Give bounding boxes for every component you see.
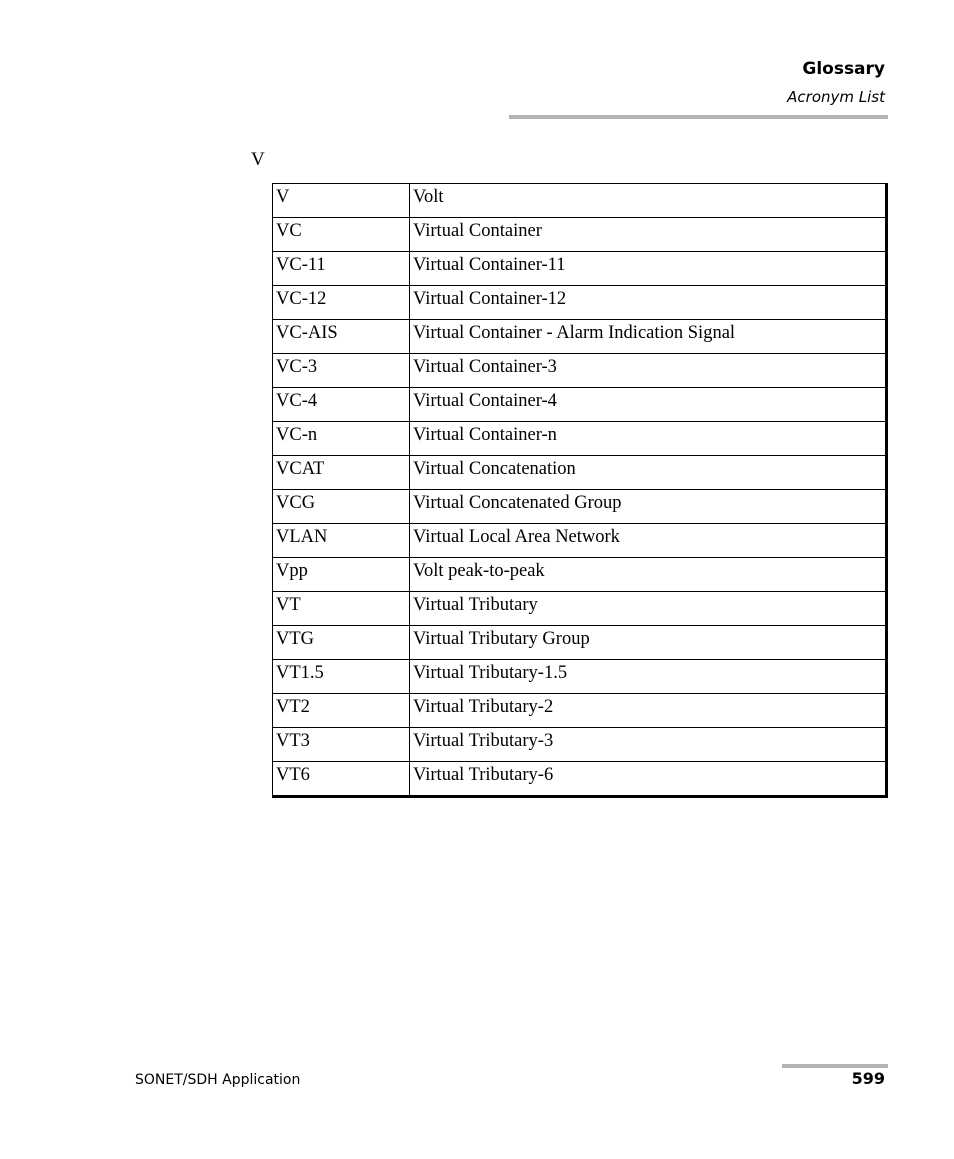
acronym-term: VT3 (273, 728, 410, 762)
acronym-definition: Virtual Tributary-3 (410, 728, 887, 762)
acronym-definition: Virtual Tributary-2 (410, 694, 887, 728)
table-row (273, 320, 887, 354)
footer-page-number: 599 (851, 1069, 885, 1088)
table-row (273, 694, 887, 728)
table-row (273, 422, 887, 456)
acronym-term: VT2 (273, 694, 410, 728)
table-row (273, 524, 887, 558)
table-row (273, 184, 887, 218)
acronym-term: V (273, 184, 410, 218)
table-row (273, 218, 887, 252)
acronym-term: VC-n (273, 422, 410, 456)
acronym-term: VT1.5 (273, 660, 410, 694)
table-row (273, 354, 887, 388)
acronym-term: VC-12 (273, 286, 410, 320)
acronym-definition: Virtual Tributary-6 (413, 765, 554, 785)
table-row (273, 762, 887, 797)
acronym-definition: Virtual Container - Alarm Indication Signal (410, 320, 887, 354)
table-row (273, 728, 887, 762)
acronym-definition: Virtual Container (410, 218, 887, 252)
table-row (273, 490, 887, 524)
table-row (273, 660, 887, 694)
table-row (273, 286, 887, 320)
acronym-definition: Virtual Container-4 (410, 388, 887, 422)
acronym-term: VC-AIS (273, 320, 410, 354)
acronym-definition: Virtual Container-11 (410, 252, 887, 286)
acronym-definition: Virtual Container-12 (410, 286, 887, 320)
table-row (273, 558, 887, 592)
page-header-subtitle: Acronym List (787, 88, 885, 106)
acronym-term: Vpp (273, 558, 410, 592)
acronym-table (272, 183, 888, 798)
acronym-term: VC (273, 218, 410, 252)
table-row (273, 626, 887, 660)
table-row (273, 388, 887, 422)
acronym-definition: Virtual Tributary (410, 592, 887, 626)
acronym-term: VC-4 (273, 388, 410, 422)
acronym-term: VC-11 (273, 252, 410, 286)
section-letter-heading: V (251, 149, 265, 170)
acronym-term: VTG (273, 626, 410, 660)
acronym-definition: Volt peak-to-peak (410, 558, 887, 592)
header-divider (509, 115, 888, 119)
table-row (273, 252, 887, 286)
acronym-term: VCG (273, 490, 410, 524)
acronym-definition: Volt (410, 184, 887, 218)
acronym-definition: Virtual Concatenated Group (410, 490, 887, 524)
acronym-definition: Virtual Container-n (410, 422, 887, 456)
acronym-term: VT6 (273, 762, 410, 797)
acronym-term: VT (273, 592, 410, 626)
acronym-term: VLAN (273, 524, 410, 558)
acronym-term: VCAT (273, 456, 410, 490)
acronym-definition: Virtual Local Area Network (410, 524, 887, 558)
acronym-definition: Virtual Tributary Group (410, 626, 887, 660)
table-row (273, 592, 887, 626)
acronym-definition: Virtual Concatenation (410, 456, 887, 490)
table-row (273, 456, 887, 490)
footer-product-name: SONET/SDH Application (135, 1072, 301, 1088)
acronym-definition: Virtual Tributary-1.5 (410, 660, 887, 694)
page-header-title: Glossary (802, 59, 885, 79)
acronym-definition: Virtual Container-3 (410, 354, 887, 388)
acronym-table-body (273, 184, 887, 797)
acronym-term: VC-3 (273, 354, 410, 388)
